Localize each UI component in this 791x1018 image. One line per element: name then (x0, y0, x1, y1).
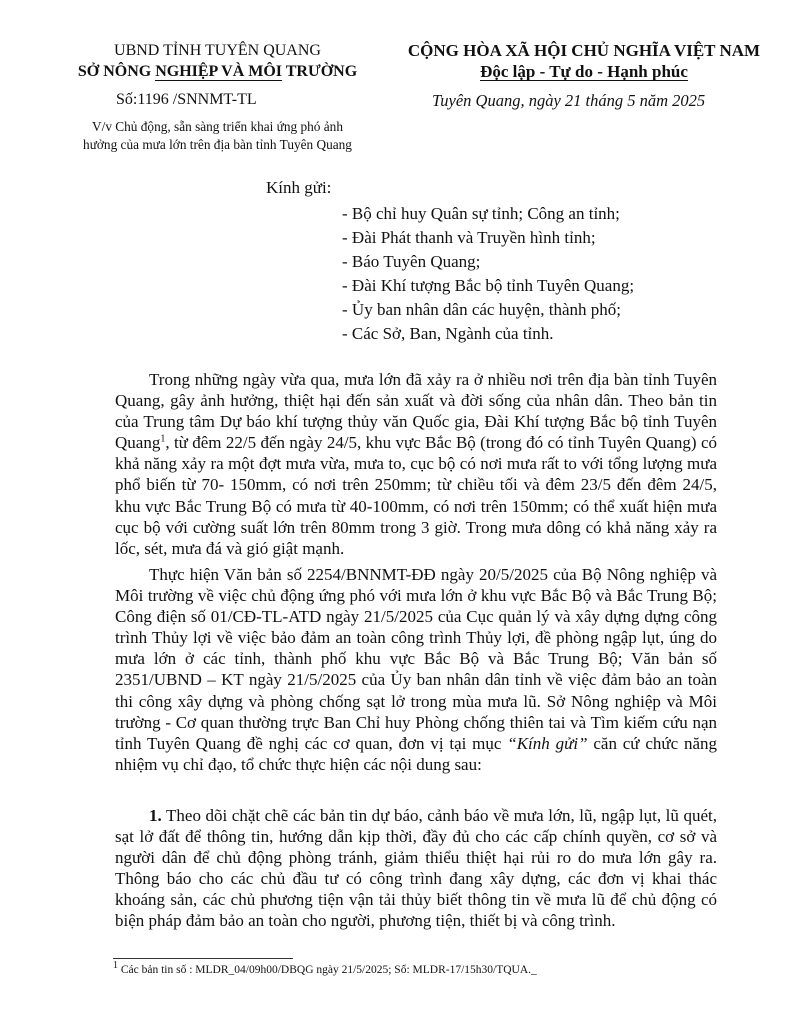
recipients-label: Kính gửi: (266, 178, 332, 197)
document-number: Số:1196 /SNNMT-TL (116, 91, 257, 108)
document-subject (40, 118, 395, 154)
paragraph-weather-forecast (115, 369, 717, 559)
subject-line-1: V/v Chủ động, sẵn sàng triển khai ứng phó ảnh (92, 119, 343, 134)
national-motto: Độc lập - Tự do - Hạnh phúc (480, 62, 688, 81)
recipient-item: - Đài Phát thanh và Truyền hình tỉnh; (342, 228, 596, 247)
recipients-list (342, 202, 634, 346)
national-header (395, 40, 773, 82)
department-name-underlined: NGHIỆP VÀ MÔI (155, 63, 283, 80)
paragraph-item-1 (115, 805, 717, 932)
paragraph1-part-b: , từ đêm 22/5 đến ngày 24/5, khu vực Bắc Bộ (trong đó có tỉnh Tuyên Quang) có khả năng xảy ra một đợt mưa vừa, mưa to, cục bộ có nơi mưa rất to với tổng lượng mưa phổ biến từ 70- 150mm, có nơi trên 250mm; từ chiều tối và đêm 23/5 đến đêm 24/5, khu vực Bắc Trung Bộ có mưa từ 40-100mm, có nơi trên 150mm; có thể xuất hiện mưa cục bộ với cường suất lớn trên 80mm trong 3 giờ. Trong mưa dông có khả năng xảy ra lốc, sét, mưa đá và gió giật mạnh. (115, 433, 717, 558)
place-date: Tuyên Quang, ngày 21 tháng 5 năm 2025 (432, 91, 706, 110)
paragraph1-part-a: Trong những ngày vừa qua, mưa lớn đã xảy ra ở nhiều nơi trên địa bàn tỉnh Tuyên Quang, gây ảnh hưởng, thiệt hại đến sản xuất và đời sống của nhân dân. Theo bản tin của Trung tâm Dự báo khí tượng thủy văn Quốc gia, Đài Khí tượng Bắc bộ tỉnh Tuyên Quang (115, 370, 717, 453)
subject-line-2: hưởng của mưa lớn trên địa bàn tỉnh Tuyên Quang (83, 137, 352, 152)
footnote-ref: 1 (160, 433, 166, 445)
recipient-item: - Ủy ban nhân dân các huyện, thành phố; (342, 300, 621, 319)
department-name-part2: TRƯỜNG (282, 63, 358, 80)
recipient-item: - Bộ chỉ huy Quân sự tỉnh; Công an tỉnh; (342, 204, 620, 223)
paragraph2-italic: “Kính gửi” (507, 733, 588, 753)
country-name: CỘNG HÒA XÃ HỘI CHỦ NGHĨA VIỆT NAM (407, 41, 761, 60)
footnote-divider (113, 958, 293, 959)
item-1-text: Theo dõi chặt chẽ các bản tin dự báo, cảnh báo về mưa lớn, lũ, ngập lụt, lũ quét, sạt lở đất để thông tin, hướng dẫn kịp thời, đầy đủ cho các cấp chính quyền, cơ sở và người dân để chủ động phòng tránh, giảm thiểu thiệt hại rủi ro do mưa lớn gây ra. Thông báo cho các chủ đầu tư có công trình đang xây dựng, các đơn vị khai thác khoáng sản, các chủ phương tiện vận tải thủy biết thông tin về mưa lũ để chủ động có biện pháp đảm bảo an toàn cho người, phương tiện, thiết bị và công trình. (115, 806, 717, 931)
department-name (40, 61, 395, 82)
motto-wrap (395, 61, 773, 82)
item-number: 1. (149, 806, 162, 825)
recipient-item: - Các Sở, Ban, Ngành của tỉnh. (342, 324, 554, 343)
paragraph2-part-a: Thực hiện Văn bản số 2254/BNNMT-ĐĐ ngày 20/5/2025 của Bộ Nông nghiệp và Môi trường về việc chủ động ứng phó với mưa lớn ở khu vực Bắc Bộ và Bắc Trung Bộ; Công điện số 01/CĐ-TL-ATD ngày 21/5/2025 của Cục quản lý và xây dựng dựng công trình Thủy lợi về việc bảo đảm an toàn công trình Thủy lợi, đề phòng ngập lụt, úng do mưa lớn ở các tỉnh, thành phố khu vực Bắc Bộ và Bắc Trung Bộ; Văn bản số 2351/UBND – KT ngày 21/5/2025 của Ủy ban nhân dân tỉnh về việc đảm bảo an toàn thi công xây dựng và phòng chống sạt lở trong mùa mưa lũ. Sở Nông nghiệp và Môi trường - Cơ quan thường trực Ban Chỉ huy Phòng chống thiên tai và Tìm kiếm cứu nạn tỉnh Tuyên Quang đề nghị các cơ quan, đơn vị tại mục (115, 565, 717, 753)
agency-name: UBND TỈNH TUYÊN QUANG (114, 42, 321, 59)
issuer-header (40, 40, 395, 82)
paragraph2-part-b: căn cứ chức năng nhiệm vụ chỉ đạo, tổ chức thực hiện các nội dung sau: (115, 733, 717, 774)
recipient-item: - Báo Tuyên Quang; (342, 252, 481, 271)
paragraph-implementation (115, 564, 717, 775)
recipient-item: - Đài Khí tượng Bắc bộ tỉnh Tuyên Quang; (342, 276, 635, 295)
footnote-marker: 1 (113, 960, 118, 972)
footnote (113, 960, 537, 976)
department-name-part1: SỞ NÔNG (77, 63, 156, 80)
footnote-text: Các bản tin số : MLDR_04/09h00/DBQG ngày 21/5/2025; Số: MLDR-17/15h30/TQUA._ (118, 964, 537, 976)
